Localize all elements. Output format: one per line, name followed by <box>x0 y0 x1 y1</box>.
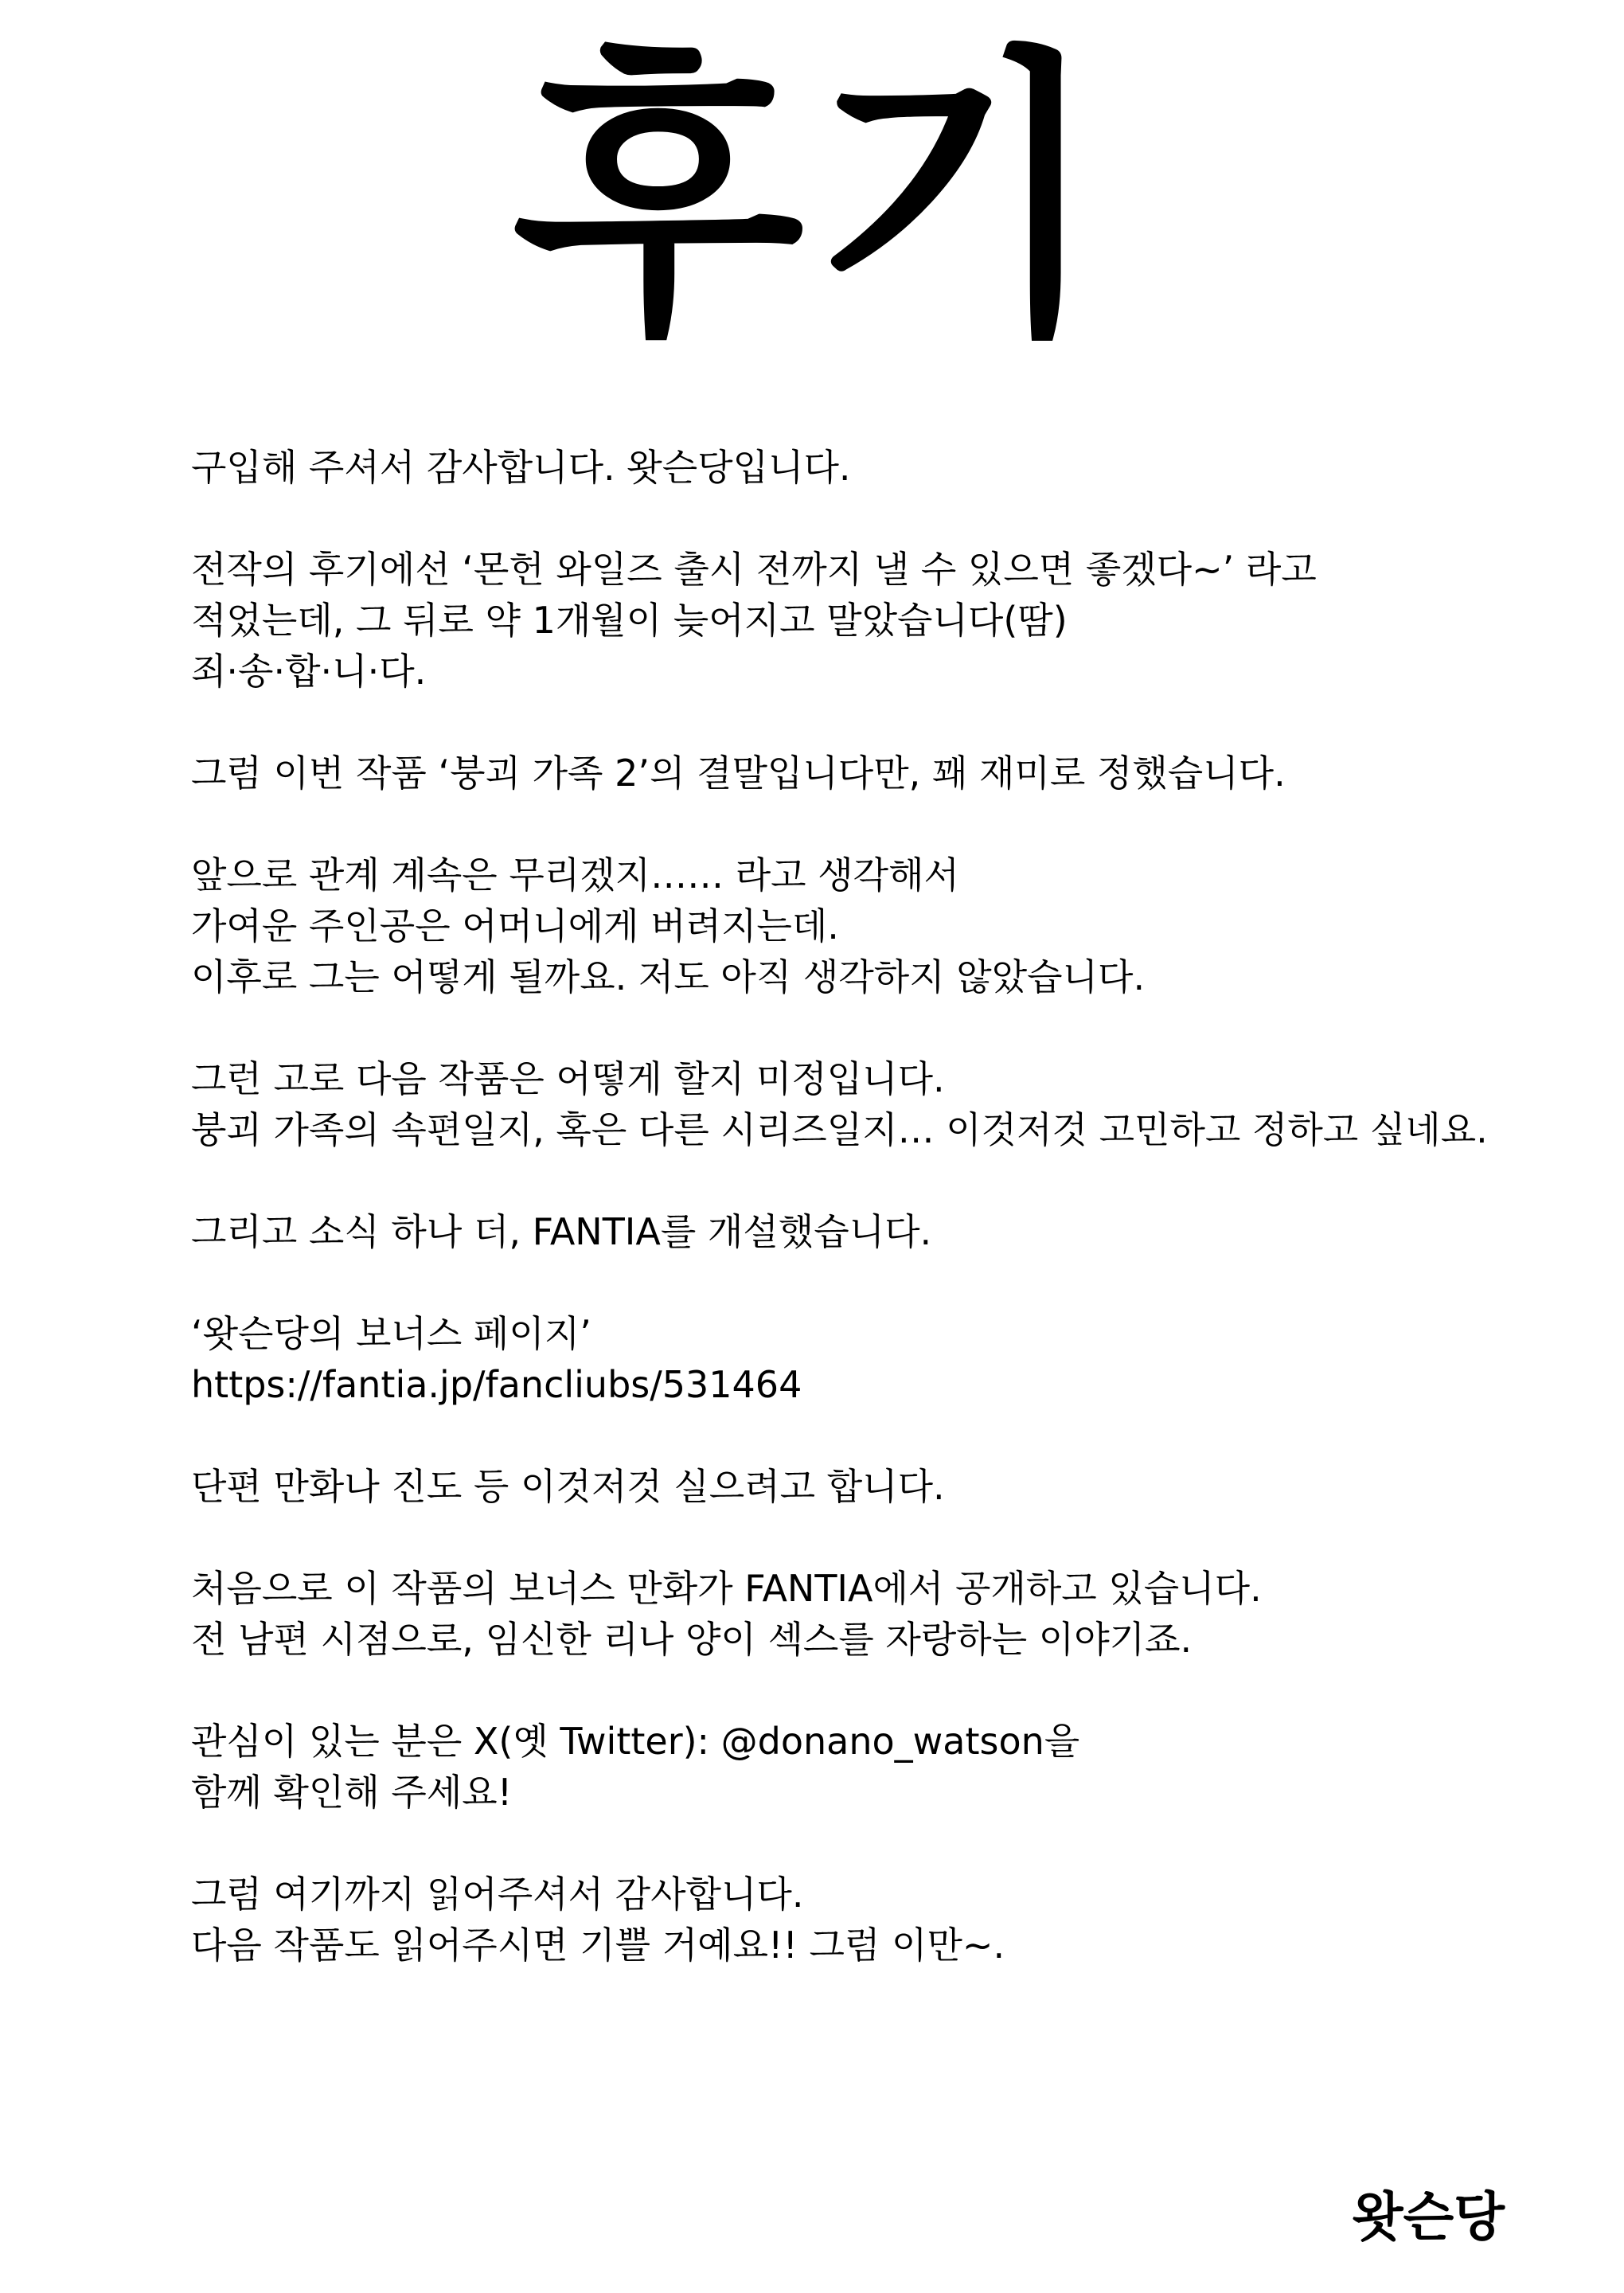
text-line: 함께 확인해 주세요! <box>191 1771 513 1814</box>
text-line: 전 남편 시점으로, 임신한 리나 양이 섹스를 자랑하는 이야기죠. <box>191 1618 1193 1661</box>
text-line: 그런 고로 다음 작품은 어떻게 할지 미정입니다. <box>191 1057 945 1100</box>
text-line: 전작의 후기에선 ‘몬헌 와일즈 출시 전까지 낼 수 있으면 좋겠다~’ 라고 <box>191 548 1317 591</box>
paragraph-ending <box>191 748 1560 799</box>
text-line: 앞으로 관계 계속은 무리겠지…… 라고 생각해서 <box>191 854 959 896</box>
text-line: 이후로 그는 어떻게 될까요. 저도 아직 생각하지 않았습니다. <box>191 955 1146 998</box>
paragraph-fantia-link <box>191 1308 1560 1410</box>
afterword-body <box>191 442 1560 2022</box>
paragraph-fantia-news <box>191 1206 1560 1257</box>
paragraph-next-work <box>191 1053 1560 1155</box>
text-line: 그럼 이번 작품 ‘붕괴 가족 2’의 결말입니다만, 꽤 재미로 정했습니다. <box>191 752 1286 795</box>
bonus-page-name: ‘왓슨당의 보너스 페이지’ <box>191 1312 591 1355</box>
text-line: 처음으로 이 작품의 보너스 만화가 FANTIA에서 공개하고 있습니다. <box>191 1567 1262 1610</box>
text-line: 그럼 여기까지 읽어주셔서 감사합니다. <box>191 1873 804 1916</box>
text-line: 적었는데, 그 뒤로 약 1개월이 늦어지고 말았습니다(땀) <box>191 599 1068 642</box>
fantia-url: https://fantia.jp/fancliubs/531464 <box>191 1363 802 1406</box>
text-line: 그리고 소식 하나 더, FANTIA를 개설했습니다. <box>191 1210 932 1253</box>
page-title: 후기 <box>511 22 1113 375</box>
text-line: 구입해 주셔서 감사합니다. 왓슨당입니다. <box>191 446 851 489</box>
paragraph-story <box>191 850 1560 1002</box>
author-signature: 왓슨당 <box>1352 2186 1505 2248</box>
text-line: 붕괴 가족의 속편일지, 혹은 다른 시리즈일지… 이것저것 고민하고 정하고 싶네요. <box>191 1108 1488 1151</box>
text-line: 다음 작품도 읽어주시면 기쁠 거예요!! 그럼 이만~. <box>191 1924 1005 1967</box>
text-line: 단편 만화나 진도 등 이것저것 실으려고 합니다. <box>191 1465 945 1508</box>
paragraph-greeting <box>191 442 1560 493</box>
text-line: 관심이 있는 분은 X(옛 Twitter): @donano_watson을 <box>191 1720 1080 1763</box>
paragraph-twitter <box>191 1716 1560 1818</box>
paragraph-bonus-manga <box>191 1563 1560 1665</box>
paragraph-content-plan <box>191 1461 1560 1512</box>
text-line: 죄·송·합·니·다. <box>191 650 427 693</box>
text-line: 가여운 주인공은 어머니에게 버려지는데. <box>191 904 839 947</box>
paragraph-apology <box>191 544 1560 697</box>
paragraph-closing <box>191 1869 1560 1971</box>
